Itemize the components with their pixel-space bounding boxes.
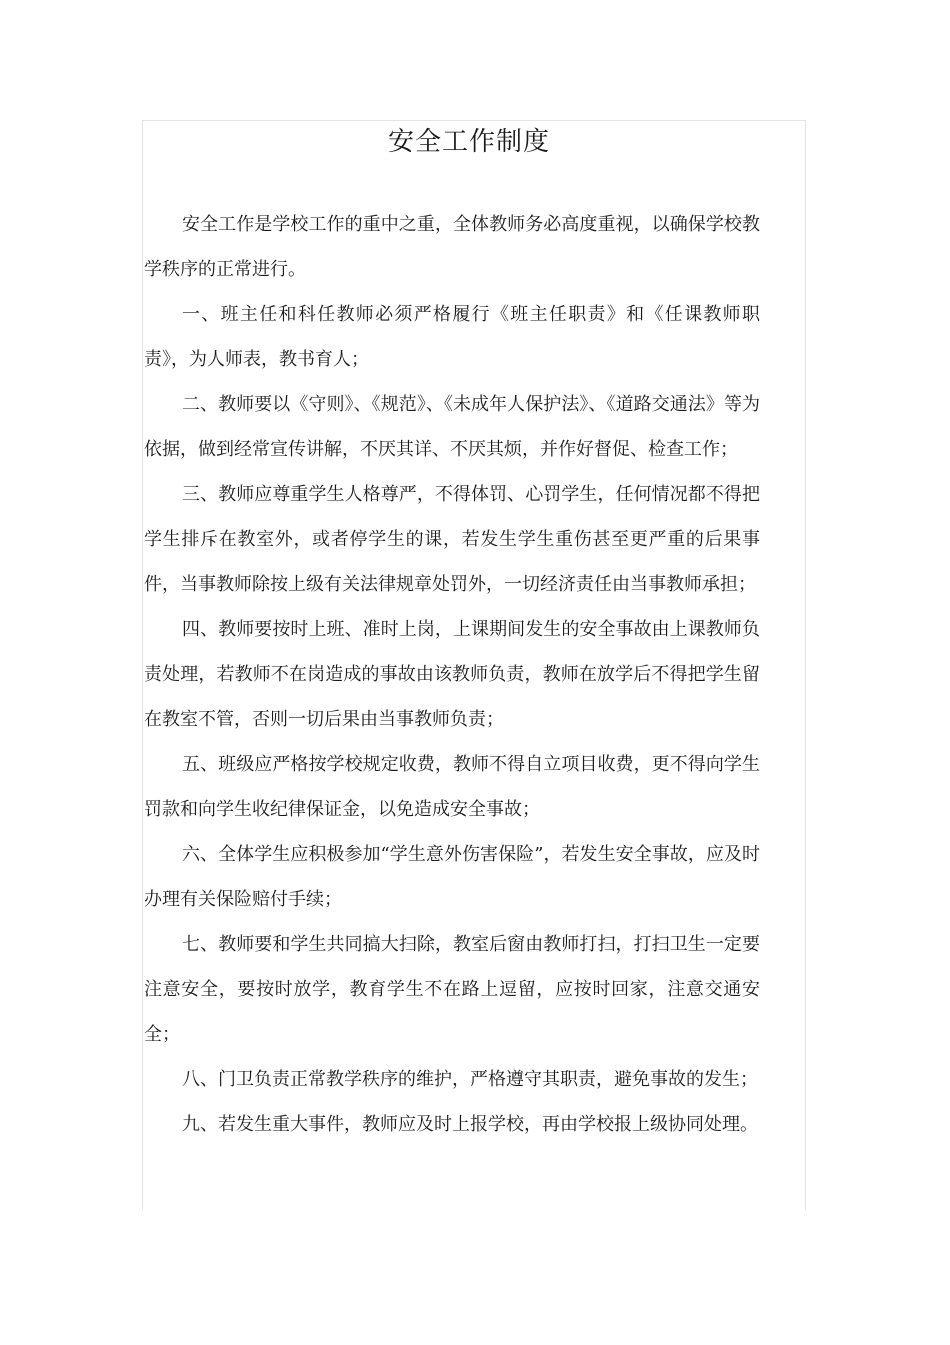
document-title: 安全工作制度 [387, 127, 550, 157]
rule-paragraph-5: 五、班级应严格按学校规定收费，教师不得自立项目收费，更不得向学生罚款和向学生收纪律保证金，以免造成安全事故； [144, 754, 760, 820]
rule-paragraph-7: 七、教师要和学生共同搞大扫除，教室后窗由教师打扫，打扫卫生一定要注意安全，要按时放学，教育学生不在路上逗留，应按时回家，注意交通安全； [144, 934, 760, 1045]
rule-paragraph-3: 三、教师应尊重学生人格尊严，不得体罚、心罚学生，任何情况都不得把学生排斥在教室外，或者停学生的课，若发生学生重伤甚至更严重的后果事件，当事教师除按上级有关法律规章处罚外，一切经济责任由当事教师承担； [144, 484, 760, 595]
rule-paragraph-1: 一、班主任和科任教师必须严格履行《班主任职责》和《任课教师职责》，为人师表，教书育人； [144, 304, 760, 370]
rule-paragraph-8: 八、门卫负责正常教学秩序的维护，严格遵守其职责，避免事故的发生； [182, 1069, 758, 1090]
rule-paragraph-4: 四、教师要按时上班、准时上岗，上课期间发生的安全事故由上课教师负责处理，若教师不在岗造成的事故由该教师负责，教师在放学后不得把学生留在教室不管，否则一切后果由当事教师负责； [144, 619, 760, 730]
rule-paragraph-2: 二、教师要以《守则》、《规范》、《未成年人保护法》、《道路交通法》等为依据，做到经常宣传讲解，不厌其详、不厌其烦，并作好督促、检查工作； [144, 394, 760, 460]
document-body [144, 202, 760, 1147]
rule-paragraph-9: 九、若发生重大事件，教师应及时上报学校，再由学校报上级协同处理。 [182, 1114, 758, 1135]
intro-paragraph: 安全工作是学校工作的重中之重，全体教师务必高度重视，以确保学校教学秩序的正常进行。 [144, 214, 760, 280]
rule-paragraph-6: 六、全体学生应积极参加“学生意外伤害保险”，若发生安全事故，应及时办理有关保险赔付手续； [144, 844, 760, 910]
